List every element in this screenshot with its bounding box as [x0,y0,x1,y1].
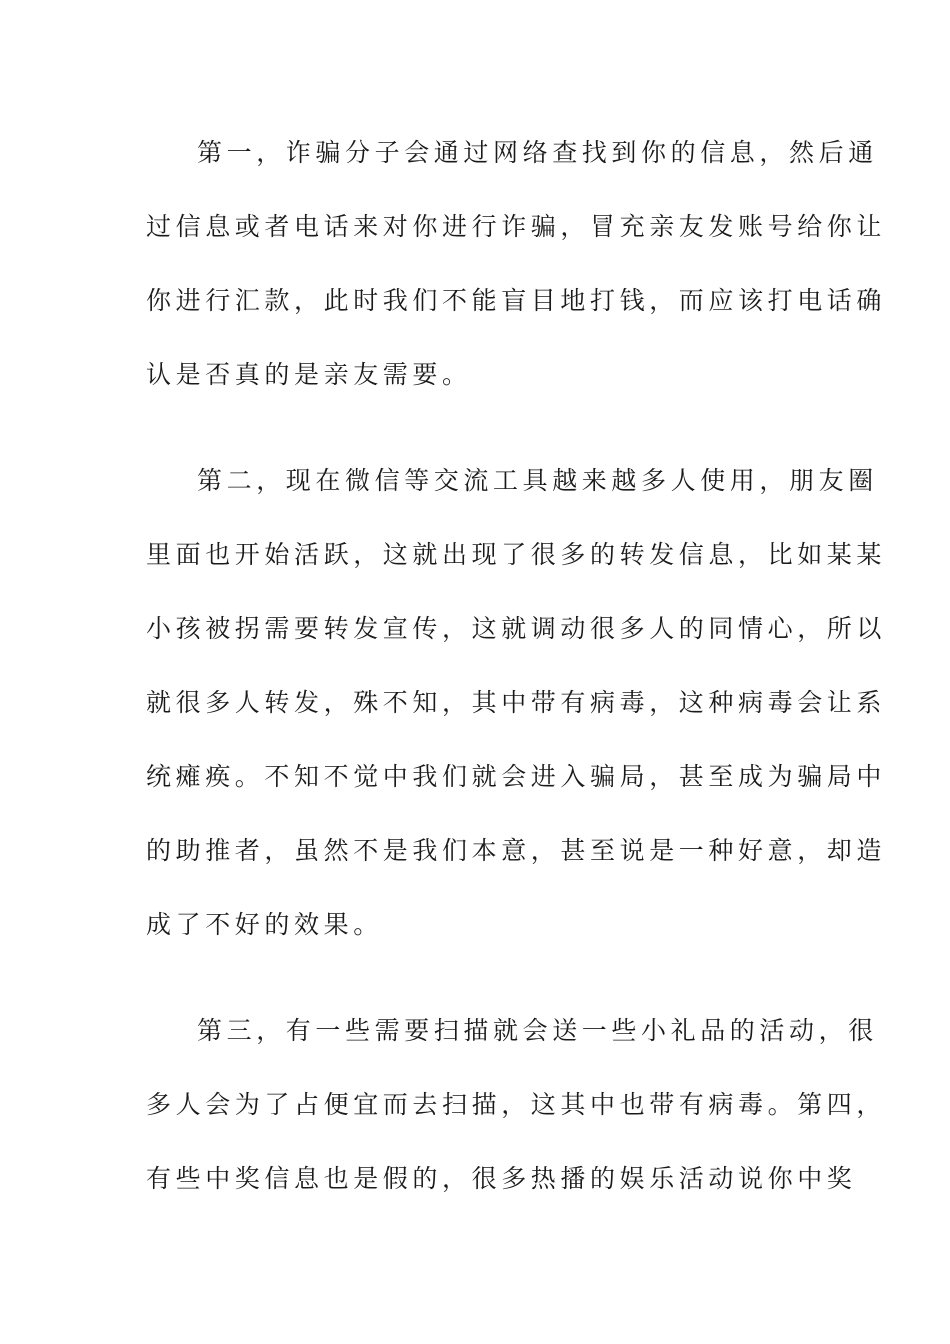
paragraph-1-line-2: 过信息或者电话来对你进行诈骗，冒充亲友发账号给你让 [146,212,887,241]
paragraph-2-line-7: 成了不好的效果。 [146,910,383,939]
paragraph-2-line-6: 的助推者，虽然不是我们本意，甚至说是一种好意，却造 [146,836,887,865]
paragraph-2-line-2: 里面也开始活跃，这就出现了很多的转发信息，比如某某 [146,540,887,569]
paragraph-3-line-1: 第三，有一些需要扫描就会送一些小礼品的活动，很 [197,1016,878,1045]
paragraph-2-line-5: 统瘫痪。不知不觉中我们就会进入骗局，甚至成为骗局中 [146,762,887,791]
paragraph-3-line-3: 有些中奖信息也是假的，很多热播的娱乐活动说你中奖 [146,1164,857,1193]
paragraph-1-line-1: 第一，诈骗分子会通过网络查找到你的信息，然后通 [197,138,878,167]
paragraph-1-line-3: 你进行汇款，此时我们不能盲目地打钱，而应该打电话确 [146,286,887,315]
paragraph-1-line-4: 认是否真的是亲友需要。 [146,360,472,389]
paragraph-2-line-3: 小孩被拐需要转发宣传，这就调动很多人的同情心，所以 [146,614,887,643]
paragraph-2-line-1: 第二，现在微信等交流工具越来越多人使用，朋友圈 [197,466,878,495]
paragraph-3-line-2: 多人会为了占便宜而去扫描，这其中也带有病毒。第四， [146,1090,887,1119]
paragraph-2-line-4: 就很多人转发，殊不知，其中带有病毒，这种病毒会让系 [146,688,887,717]
